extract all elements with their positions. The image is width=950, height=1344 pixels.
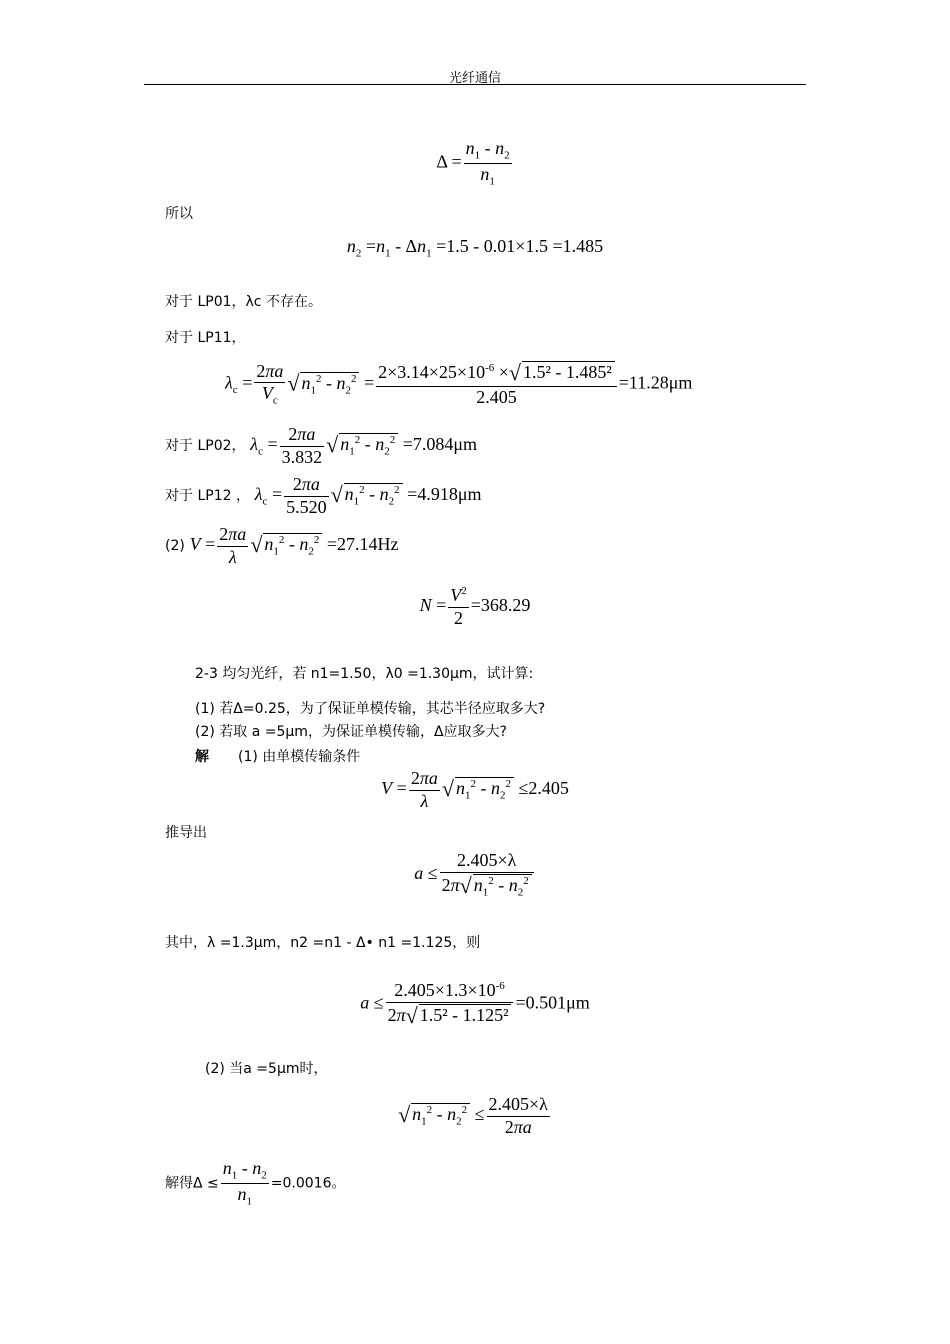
radius-numeric-root: 1.5² - 1.125² (419, 1004, 512, 1027)
radius-numerator: 2.405×λ (440, 850, 534, 873)
text-lp01: 对于 LP01，λc 不存在。 (165, 294, 322, 310)
n-result: =368.29 (470, 595, 531, 616)
lp12-denominator: 5.520 (286, 496, 327, 517)
eq-n2: $n_2 =n_1 - \Delta n_1 =1.5 - 0.01\times 1.5 =1.485$ (346, 236, 604, 260)
lp12-result: =4.918μm (407, 484, 482, 505)
lp02-result: =7.084μm (402, 434, 478, 455)
solution-step-1: (1) 由单模传输条件 (238, 749, 361, 765)
text-tuidao: 推导出 (165, 825, 207, 841)
text-lp11: 对于 LP11， (165, 330, 246, 346)
condition-result: ≤2.405 (518, 778, 569, 799)
question-2: (2) 若取 a =5μm，为保证单模传输，Δ应取多大? (195, 724, 507, 740)
lp11-root: 1.5² - 1.485² (522, 361, 615, 384)
eq-lp11-cutoff: $\lambda_c$ = $\frac{2\pi a}{V_c}$ √ $n_1^2 - n_2^2$ = $\frac{2\times 3.14\times 25\times 10^{-6} \times√ 1.5^2 - 1.485^2}{2.405}$ =11.28μm (225, 360, 693, 408)
radius-result: =0.501μm (515, 992, 590, 1013)
text-qizhong: 其中，λ =1.3μm，n2 =n1 - Δ• n1 =1.125，则 (165, 935, 481, 951)
lp11-denominator: 2.405 (476, 387, 517, 408)
eq-n2-value: =1.5 - 0.01×1.5 =1.485 (436, 236, 604, 256)
eq-v-number: (2) V = $\frac{2\pi a}{\lambda}$ √ $n_1^2 - n_2^2 =27.14Hz$ (165, 524, 399, 567)
problem-statement: 2-3 均匀光纤，若 n1=1.50，λ0 =1.30μm，试计算: (195, 666, 534, 682)
v-result: =27.14Hz (326, 534, 399, 555)
eq-radius-bound: a ≤ $\frac{2.405\times\lambda}{2\pi√ n_1^2 - n_2^2}$ (0, 850, 950, 899)
lp11-exponent: -6 (485, 362, 495, 374)
solution-label: 解 (195, 749, 209, 765)
final-label: 解得Δ ≤ (165, 1175, 219, 1192)
eq-radius-numeric: a ≤ $\frac{2.405\times 1.3\times 10^{-6}}{\text{2π√ 1.5² - 1.125²}}$ =0.501μm (360, 980, 590, 1028)
lp11-numerator: 2×3.14×25×10 (378, 362, 486, 382)
final-result: =0.0016。 (270, 1175, 346, 1192)
header-rule (144, 84, 806, 85)
lp02-label: 对于 LP02， (165, 438, 246, 455)
lp11-result: =11.28μm (618, 372, 693, 393)
part2-label: (2) (165, 538, 185, 555)
text-suoyi: 所以 (165, 206, 193, 222)
lp02-denominator: 3.832 (281, 446, 323, 467)
eq-lp02: 对于 LP02， $\lambda_c$ = $\frac{2\pi a}{3.832}$ √ $n_1^2 - n_2^2 =7.084\mu m$ (165, 424, 478, 467)
radius-numeric-numerator: 2.405×1.3×10 (394, 980, 496, 1000)
eq-single-mode-condition: V = $\frac{2\pi a}{\lambda}$ √ $n_1^2 - n_2^2 \le 2.405$ (381, 768, 569, 811)
eq-final-delta: 解得Δ ≤ $\frac{n_1 - n_2}{n_1}$ =0.0016。 (165, 1158, 346, 1208)
eq-lp12: 对于 LP12 ， $\lambda_c$ = $\frac{2\pi a}{5.520}$ √ $n_1^2 - n_2^2 =4.918\mu m$ (165, 474, 482, 517)
page-header: 光纤通信 (448, 71, 501, 86)
index-bound-numerator: 2.405×λ (487, 1094, 550, 1117)
eq-mode-count: N = $\frac{V^2}{2}$ =368.29 (419, 585, 531, 628)
question-1: (1) 若Δ=0.25，为了保证单模传输，其芯半径应取多大? (195, 701, 546, 717)
text-dang: (2) 当a =5μm时， (205, 1061, 328, 1077)
lp12-label: 对于 LP12 ， (165, 488, 250, 505)
eq-index-bound: √ $n_1^2 - n_2^2$ ≤ $\frac{2.405\times\lambda}{2\pi a}$ (398, 1094, 548, 1137)
eq-delta-definition: Δ = $\frac{n_1 - n_2}{n_1}$ (436, 138, 510, 188)
